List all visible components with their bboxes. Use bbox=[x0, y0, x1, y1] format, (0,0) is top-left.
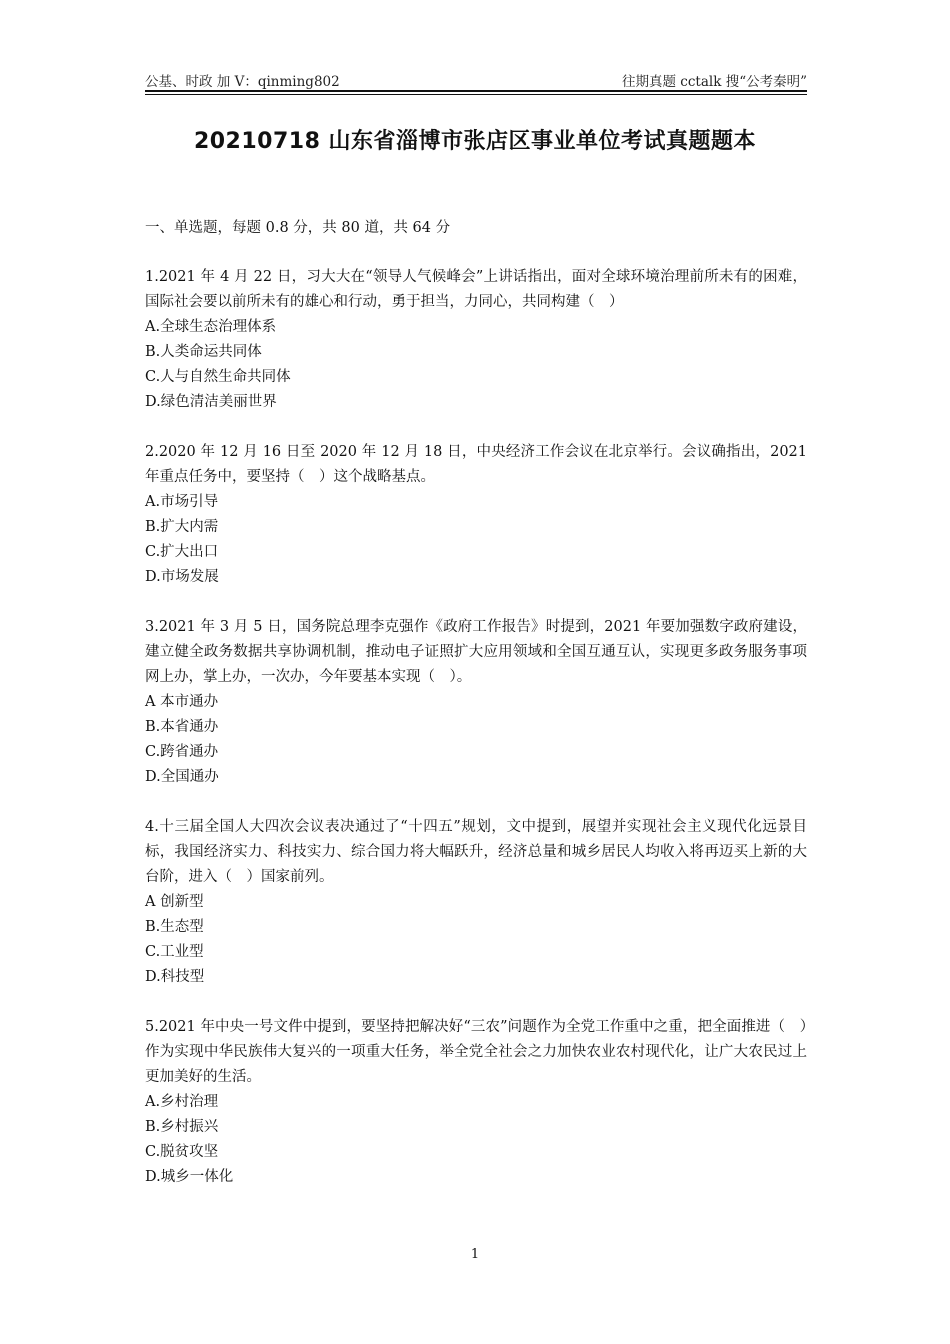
option-b: B.生态型 bbox=[145, 919, 204, 935]
header-rule-thin bbox=[145, 94, 807, 95]
question-1 bbox=[145, 265, 807, 415]
question-3 bbox=[145, 615, 807, 790]
option-a: A 创新型 bbox=[145, 894, 204, 910]
option-c: C.脱贫攻坚 bbox=[145, 1144, 219, 1160]
option-c: C.扩大出口 bbox=[145, 544, 219, 560]
page-title: 20210718 山东省淄博市张店区事业单位考试真题题本 bbox=[193, 129, 757, 154]
option-a: A.市场引导 bbox=[145, 494, 219, 510]
option-c: C.工业型 bbox=[145, 944, 204, 960]
question-text: 3.2021 年 3 月 5 日，国务院总理李克强作《政府工作报告》时提到，2021 年要加强数字政府建设，建立健全政务数据共享协调机制，推动电子证照扩大应用领域和全国互通互认，实现更多政务服务事项网上办，掌上办，一次办，今年要基本实现（ ）。 bbox=[145, 619, 807, 685]
option-a: A.乡村治理 bbox=[145, 1094, 219, 1110]
question-2 bbox=[145, 440, 807, 590]
option-d: D.绿色清洁美丽世界 bbox=[145, 394, 277, 410]
option-d: D.市场发展 bbox=[145, 569, 219, 585]
option-d: D.城乡一体化 bbox=[145, 1169, 234, 1185]
option-c: C.跨省通办 bbox=[145, 744, 219, 760]
option-a: A 本市通办 bbox=[145, 694, 219, 710]
option-b: B.乡村振兴 bbox=[145, 1119, 219, 1135]
page-number: 1 bbox=[470, 1247, 480, 1262]
question-list bbox=[145, 265, 807, 1215]
option-c: C.人与自然生命共同体 bbox=[145, 369, 291, 385]
question-4 bbox=[145, 815, 807, 990]
question-text: 1.2021 年 4 月 22 日，习大大在“领导人气候峰会”上讲话指出，面对全球环境治理前所未有的困难，国际社会要以前所未有的雄心和行动，勇于担当，力同心，共同构建（ ） bbox=[145, 269, 807, 310]
question-text: 4.十三届全国人大四次会议表决通过了“十四五”规划，文中提到，展望并实现社会主义现代化远景目标，我国经济实力、科技实力、综合国力将大幅跃升，经济总量和城乡居民人均收入将再迈买上新的大台阶，进入（ ）国家前列。 bbox=[145, 819, 807, 885]
header-rule bbox=[145, 90, 807, 92]
header-right-text: 往期真题 cctalk 搜“公考秦明” bbox=[622, 74, 807, 90]
section-heading: 一、单选题，每题 0.8 分，共 80 道，共 64 分 bbox=[145, 220, 451, 236]
option-b: B.人类命运共同体 bbox=[145, 344, 262, 360]
header-left-text: 公基、时政 加 V：qinming802 bbox=[145, 74, 340, 90]
option-b: B.扩大内需 bbox=[145, 519, 219, 535]
option-d: D.全国通办 bbox=[145, 769, 219, 785]
question-text: 2.2020 年 12 月 16 日至 2020 年 12 月 18 日，中央经济工作会议在北京举行。会议确指出，2021 年重点任务中，要坚持（ ）这个战略基点。 bbox=[145, 444, 807, 485]
question-text: 5.2021 年中央一号文件中提到，要坚持把解决好“三农”问题作为全党工作重中之重，把全面推进（ ）作为实现中华民族伟大复兴的一项重大任务，举全党全社会之力加快农业农村现代化，让广大农民过上更加美好的生活。 bbox=[145, 1019, 807, 1085]
option-b: B.本省通办 bbox=[145, 719, 219, 735]
option-a: A.全球生态治理体系 bbox=[145, 319, 277, 335]
option-d: D.科技型 bbox=[145, 969, 205, 985]
question-5 bbox=[145, 1015, 807, 1190]
